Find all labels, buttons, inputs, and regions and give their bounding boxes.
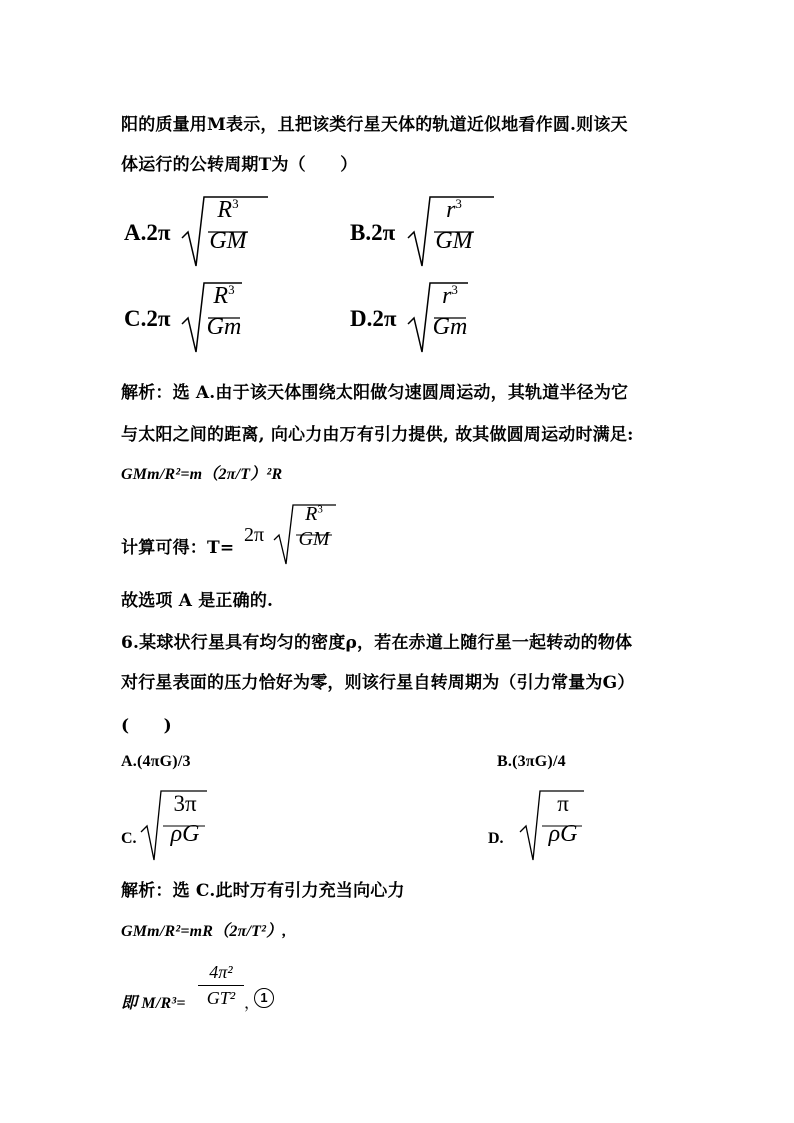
q5-analysis-line-2: 与太阳之间的距离, 向心力由万有引力提供, 故其做圆周运动时满足: (121, 425, 634, 445)
q5-option-d (350, 278, 490, 358)
numerator-exponent: 3 (228, 282, 235, 297)
denominator: GM (298, 528, 330, 550)
q5-text-line-2: 体运行的公转周期T为（ ） (121, 155, 358, 175)
fraction (198, 962, 244, 1009)
denominator: GM (209, 228, 247, 254)
numerator: 4π² (209, 962, 233, 982)
numerator-base: R (213, 283, 229, 309)
numerator-base: R (217, 197, 233, 223)
q6-analysis: 解析：选 C.此时万有引力充当向心力 (121, 881, 405, 901)
option-label: C. (121, 830, 137, 847)
fraction (206, 196, 250, 255)
fraction (430, 282, 470, 341)
numerator: π (557, 791, 569, 816)
numerator-exponent: 3 (451, 282, 458, 297)
q6-text-line-2: 对行星表面的压力恰好为零，则该行星自转周期为（引力常量为G） (121, 673, 635, 693)
calc-prefix: 2π (244, 524, 265, 546)
q5-option-c (124, 278, 264, 358)
denominator: Gm (206, 314, 242, 340)
fraction-bar (198, 985, 244, 986)
q6-option-b: B.(3πG)/4 (497, 753, 566, 770)
fraction (204, 282, 244, 341)
q6-step-formula (198, 962, 288, 1022)
numerator-base: R (305, 503, 318, 525)
q6-option-d (488, 786, 598, 862)
fraction (163, 791, 207, 848)
q5-calc-formula (244, 500, 354, 570)
numerator-exponent: 3 (455, 196, 462, 211)
q6-option-a: A.(4πG)/3 (121, 753, 191, 770)
circled-number-icon: 1 (254, 988, 274, 1008)
step-suffix: ， (244, 995, 261, 1012)
fraction (296, 503, 332, 551)
q6-text-line-1: 6.某球状行星具有均匀的密度ρ，若在赤道上随行星一起转动的物体 (121, 633, 633, 653)
q6-text-line-3: ( ) (121, 716, 172, 736)
fraction (542, 791, 584, 848)
q6-equation: GMm/R²=mR（2π/T²）, (121, 923, 287, 940)
denominator: ρG (170, 821, 200, 847)
q5-equation: GMm/R²=m（2π/T）²R (121, 466, 283, 483)
numerator-base: r (442, 283, 452, 309)
q5-option-b (350, 192, 490, 272)
option-label: B.2π (350, 220, 396, 245)
q5-conclusion: 故选项 A 是正确的. (121, 591, 274, 611)
option-label: D. (488, 830, 504, 847)
q5-calc-label: 计算可得：T= (121, 538, 235, 558)
option-label: D.2π (350, 306, 397, 331)
numerator-base: r (446, 197, 456, 223)
fraction (432, 196, 476, 255)
q6-option-c (121, 786, 231, 862)
q5-analysis-line-1: 解析：选 A.由于该天体围绕太阳做匀速圆周运动，其轨道半径为它 (121, 383, 629, 403)
denominator: Gm (432, 314, 468, 340)
q5-option-a (124, 192, 264, 272)
denominator: ρG (548, 821, 578, 847)
denominator: GT² (206, 988, 236, 1008)
q6-step-label: 即 M/R³= (121, 995, 186, 1012)
numerator-exponent: 3 (317, 503, 323, 516)
option-label: C.2π (124, 306, 171, 331)
numerator-exponent: 3 (232, 196, 239, 211)
denominator: GM (435, 228, 473, 254)
q5-text-line-1: 阳的质量用M表示，且把该类行星天体的轨道近似地看作圆.则该天 (121, 115, 628, 135)
option-label: A.2π (124, 220, 171, 245)
numerator: 3π (173, 791, 197, 816)
